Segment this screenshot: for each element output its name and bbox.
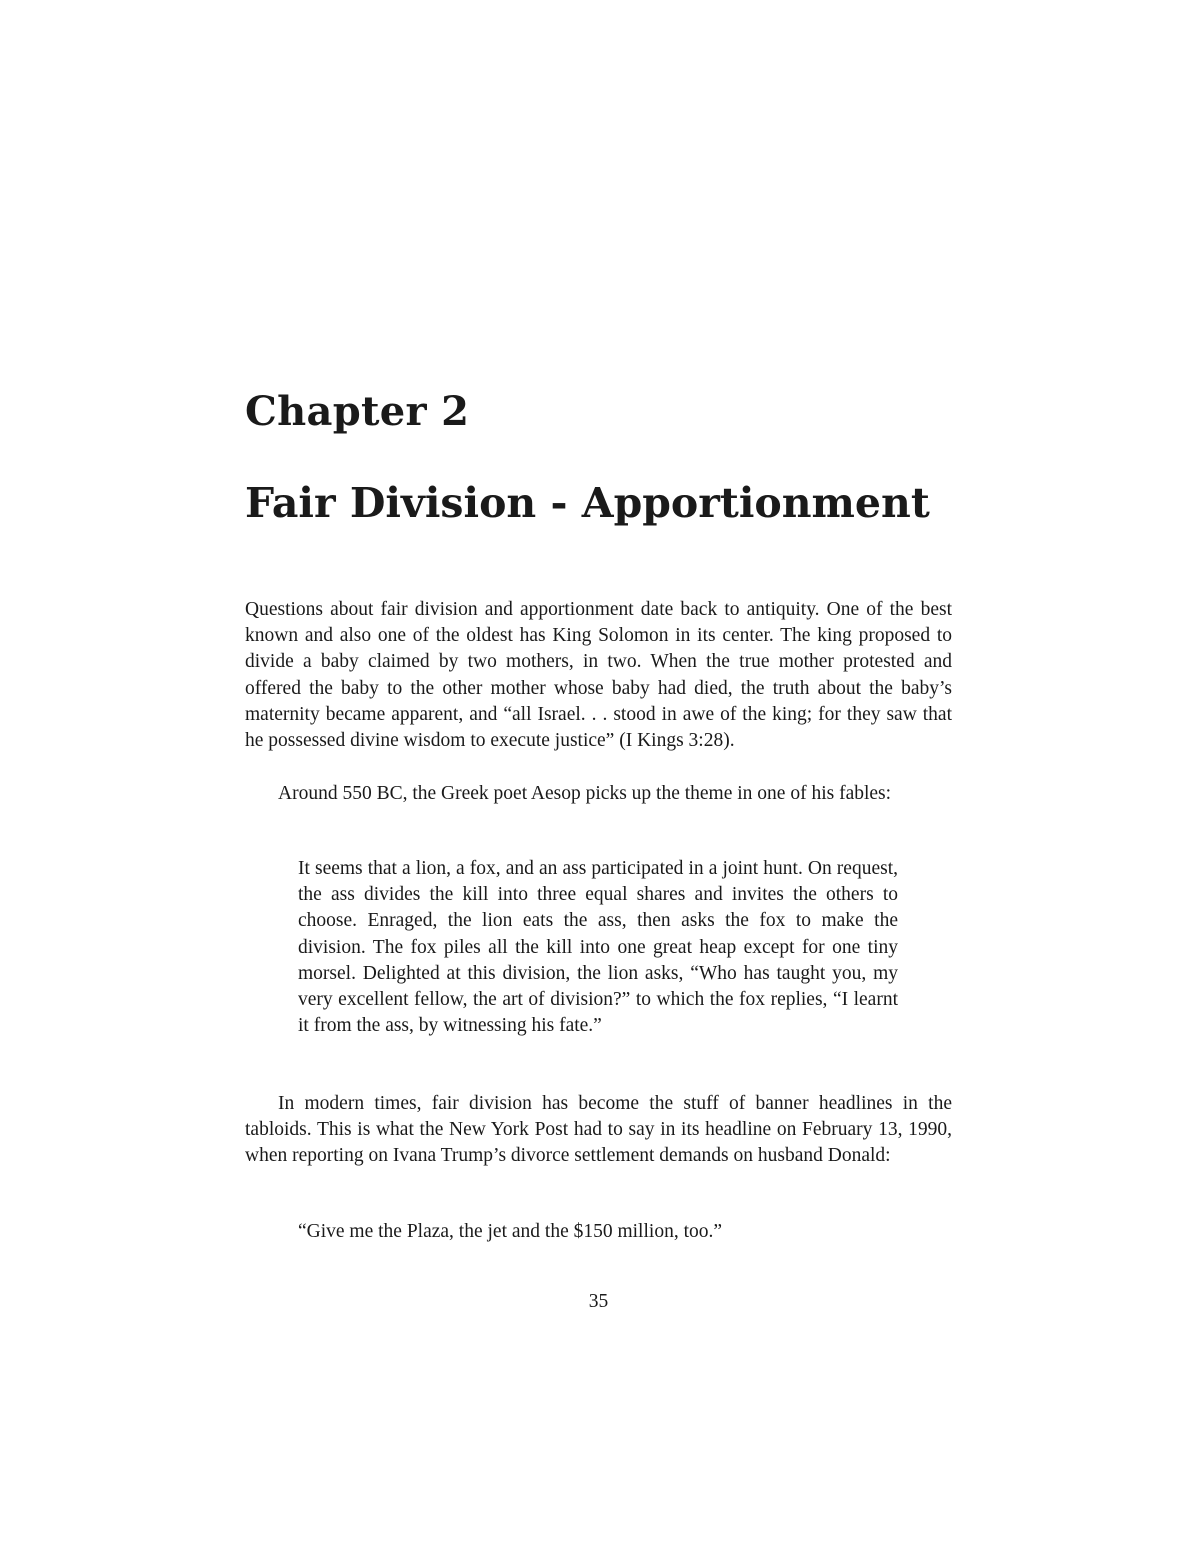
chapter-label: Chapter 2 — [245, 388, 470, 435]
page-number: 35 — [588, 1291, 609, 1312]
body-paragraph-2: Around 550 BC, the Greek poet Aesop picks up the theme in one of his fables: — [278, 783, 892, 804]
body-paragraph-3: In modern times, fair division has become the stuff of banner headlines in the tabloids. This is what the New York Post had to say in its headline on February 13, 1990, when reporting on Ivana Trump’s divorce settlement demands on husband Donald: — [245, 1093, 952, 1167]
chapter-title: Fair Division - Apportionment — [245, 479, 930, 527]
block-quote-aesop: It seems that a lion, a fox, and an ass participated in a joint hunt. On request, the ass divides the kill into three equal shares and invites the others to choose. Enraged, the lion eats the ass, then asks the fox to make the division. The fox piles all the kill into one great heap except for one tiny morsel. Delighted at this division, the lion asks, “Who has taught you, my very excellent fellow, the art of division?” to which the fox replies, “I learnt it from the ass, by witnessing his fate.” — [298, 858, 898, 1037]
block-quote-headline: “Give me the Plaza, the jet and the $150 million, too.” — [298, 1221, 723, 1242]
body-paragraph-1: Questions about fair division and apportionment date back to antiquity. One of the best known and also one of the oldest has King Solomon in its center. The king proposed to divide a baby claimed by two mothers, in two. When the true mother protested and offered the baby to the other mother whose baby had died, the truth about the baby’s maternity became apparent, and “all Israel. . . stood in awe of the king; for they saw that he possessed divine wisdom to execute justice” (I Kings 3:28). — [245, 599, 952, 752]
document-page — [245, 0, 952, 1553]
